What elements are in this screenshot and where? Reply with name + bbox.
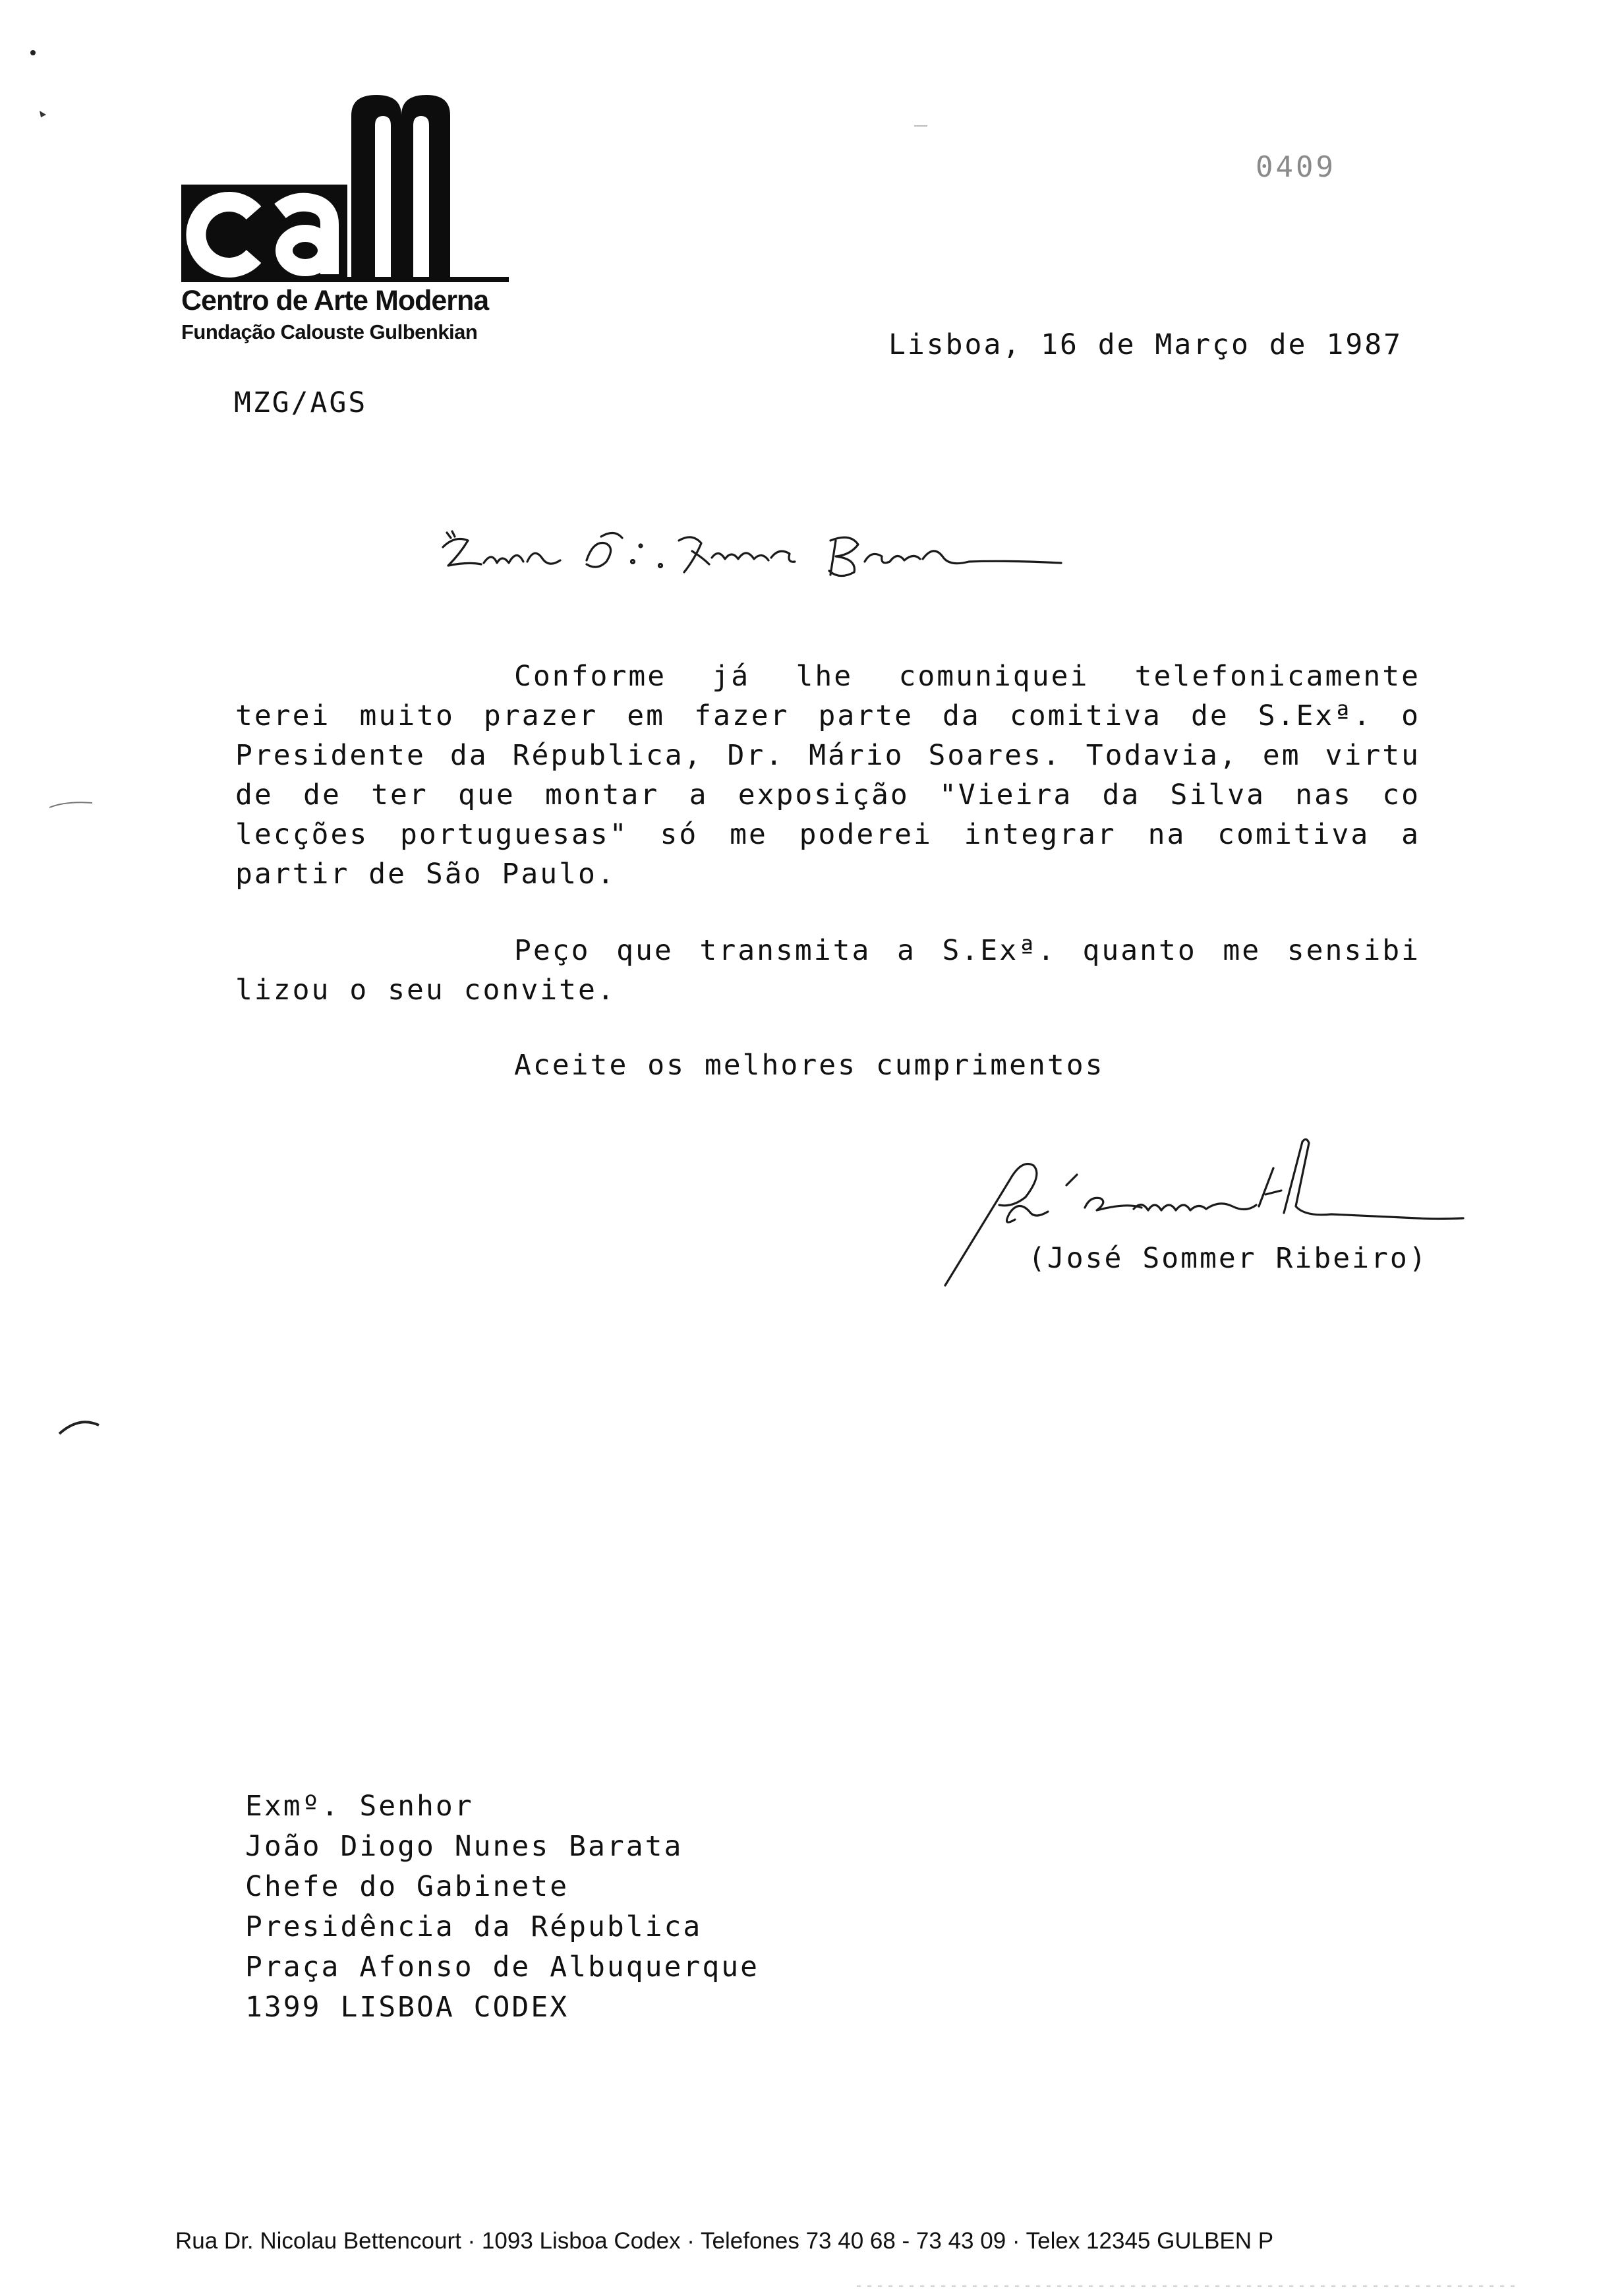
- recipient-line-6: 1399 LISBOA CODEX: [245, 1991, 569, 2024]
- paragraph-1-line-1: Conforme já lhe comuniquei telefonicamente: [514, 660, 1420, 693]
- recipient-line-4: Presidência da Républica: [245, 1910, 703, 1943]
- paragraph-1-line-5: lecções portuguesas" só me poderei integrar na comitiva a: [235, 818, 1420, 851]
- signer-name: (José Sommer Ribeiro): [1028, 1242, 1428, 1275]
- paragraph-1-line-4: de de ter que montar a exposição "Vieira da Silva nas co: [235, 779, 1420, 811]
- recipient-line-2: João Diogo Nunes Barata: [245, 1830, 683, 1863]
- scan-speck-left: [46, 791, 99, 817]
- scan-speck: [26, 46, 46, 125]
- scan-speck-top: [913, 122, 933, 130]
- paragraph-1-line-3: Presidente da Républica, Dr. Mário Soares. Todavia, em virtu: [235, 739, 1420, 772]
- recipient-line-5: Praça Afonso de Albuquerque: [245, 1951, 759, 1984]
- date-line: Lisboa, 16 de Março de 1987: [888, 328, 1403, 361]
- paragraph-1-line-6: partir de São Paulo.: [235, 858, 616, 891]
- paragraph-2-line-2: lizou o seu convite.: [235, 974, 616, 1007]
- body-paragraph-1: [235, 657, 1420, 894]
- archive-number: 0409: [1256, 150, 1336, 184]
- handwritten-salutation: [428, 521, 1088, 593]
- letterhead-footer: Rua Dr. Nicolau Bettencourt · 1093 Lisboa Codex · Telefones 73 40 68 - 73 43 09 · Telex 12345 GULBEN P: [175, 2228, 1274, 2254]
- institution-name: Centro de Arte Moderna: [181, 285, 489, 316]
- paragraph-1-line-2: terei muito prazer em fazer parte da comitiva de S.Exª. o: [235, 699, 1420, 732]
- body-paragraph-2: [235, 931, 1420, 1010]
- recipient-address: [245, 1786, 759, 2028]
- recipient-line-3: Chefe do Gabinete: [245, 1870, 569, 1903]
- reference-code: MZG/AGS: [234, 386, 368, 419]
- closing-line: Aceite os melhores cumprimentos: [514, 1049, 1105, 1082]
- foundation-name: Fundação Calouste Gulbenkian: [181, 320, 478, 343]
- bottom-edge-noise: [857, 2282, 1516, 2290]
- recipient-line-1: Exmº. Senhor: [245, 1790, 474, 1823]
- scan-speck-left-2: [56, 1411, 109, 1444]
- paragraph-2-line-1: Peço que transmita a S.Exª. quanto me sensibi: [514, 934, 1420, 967]
